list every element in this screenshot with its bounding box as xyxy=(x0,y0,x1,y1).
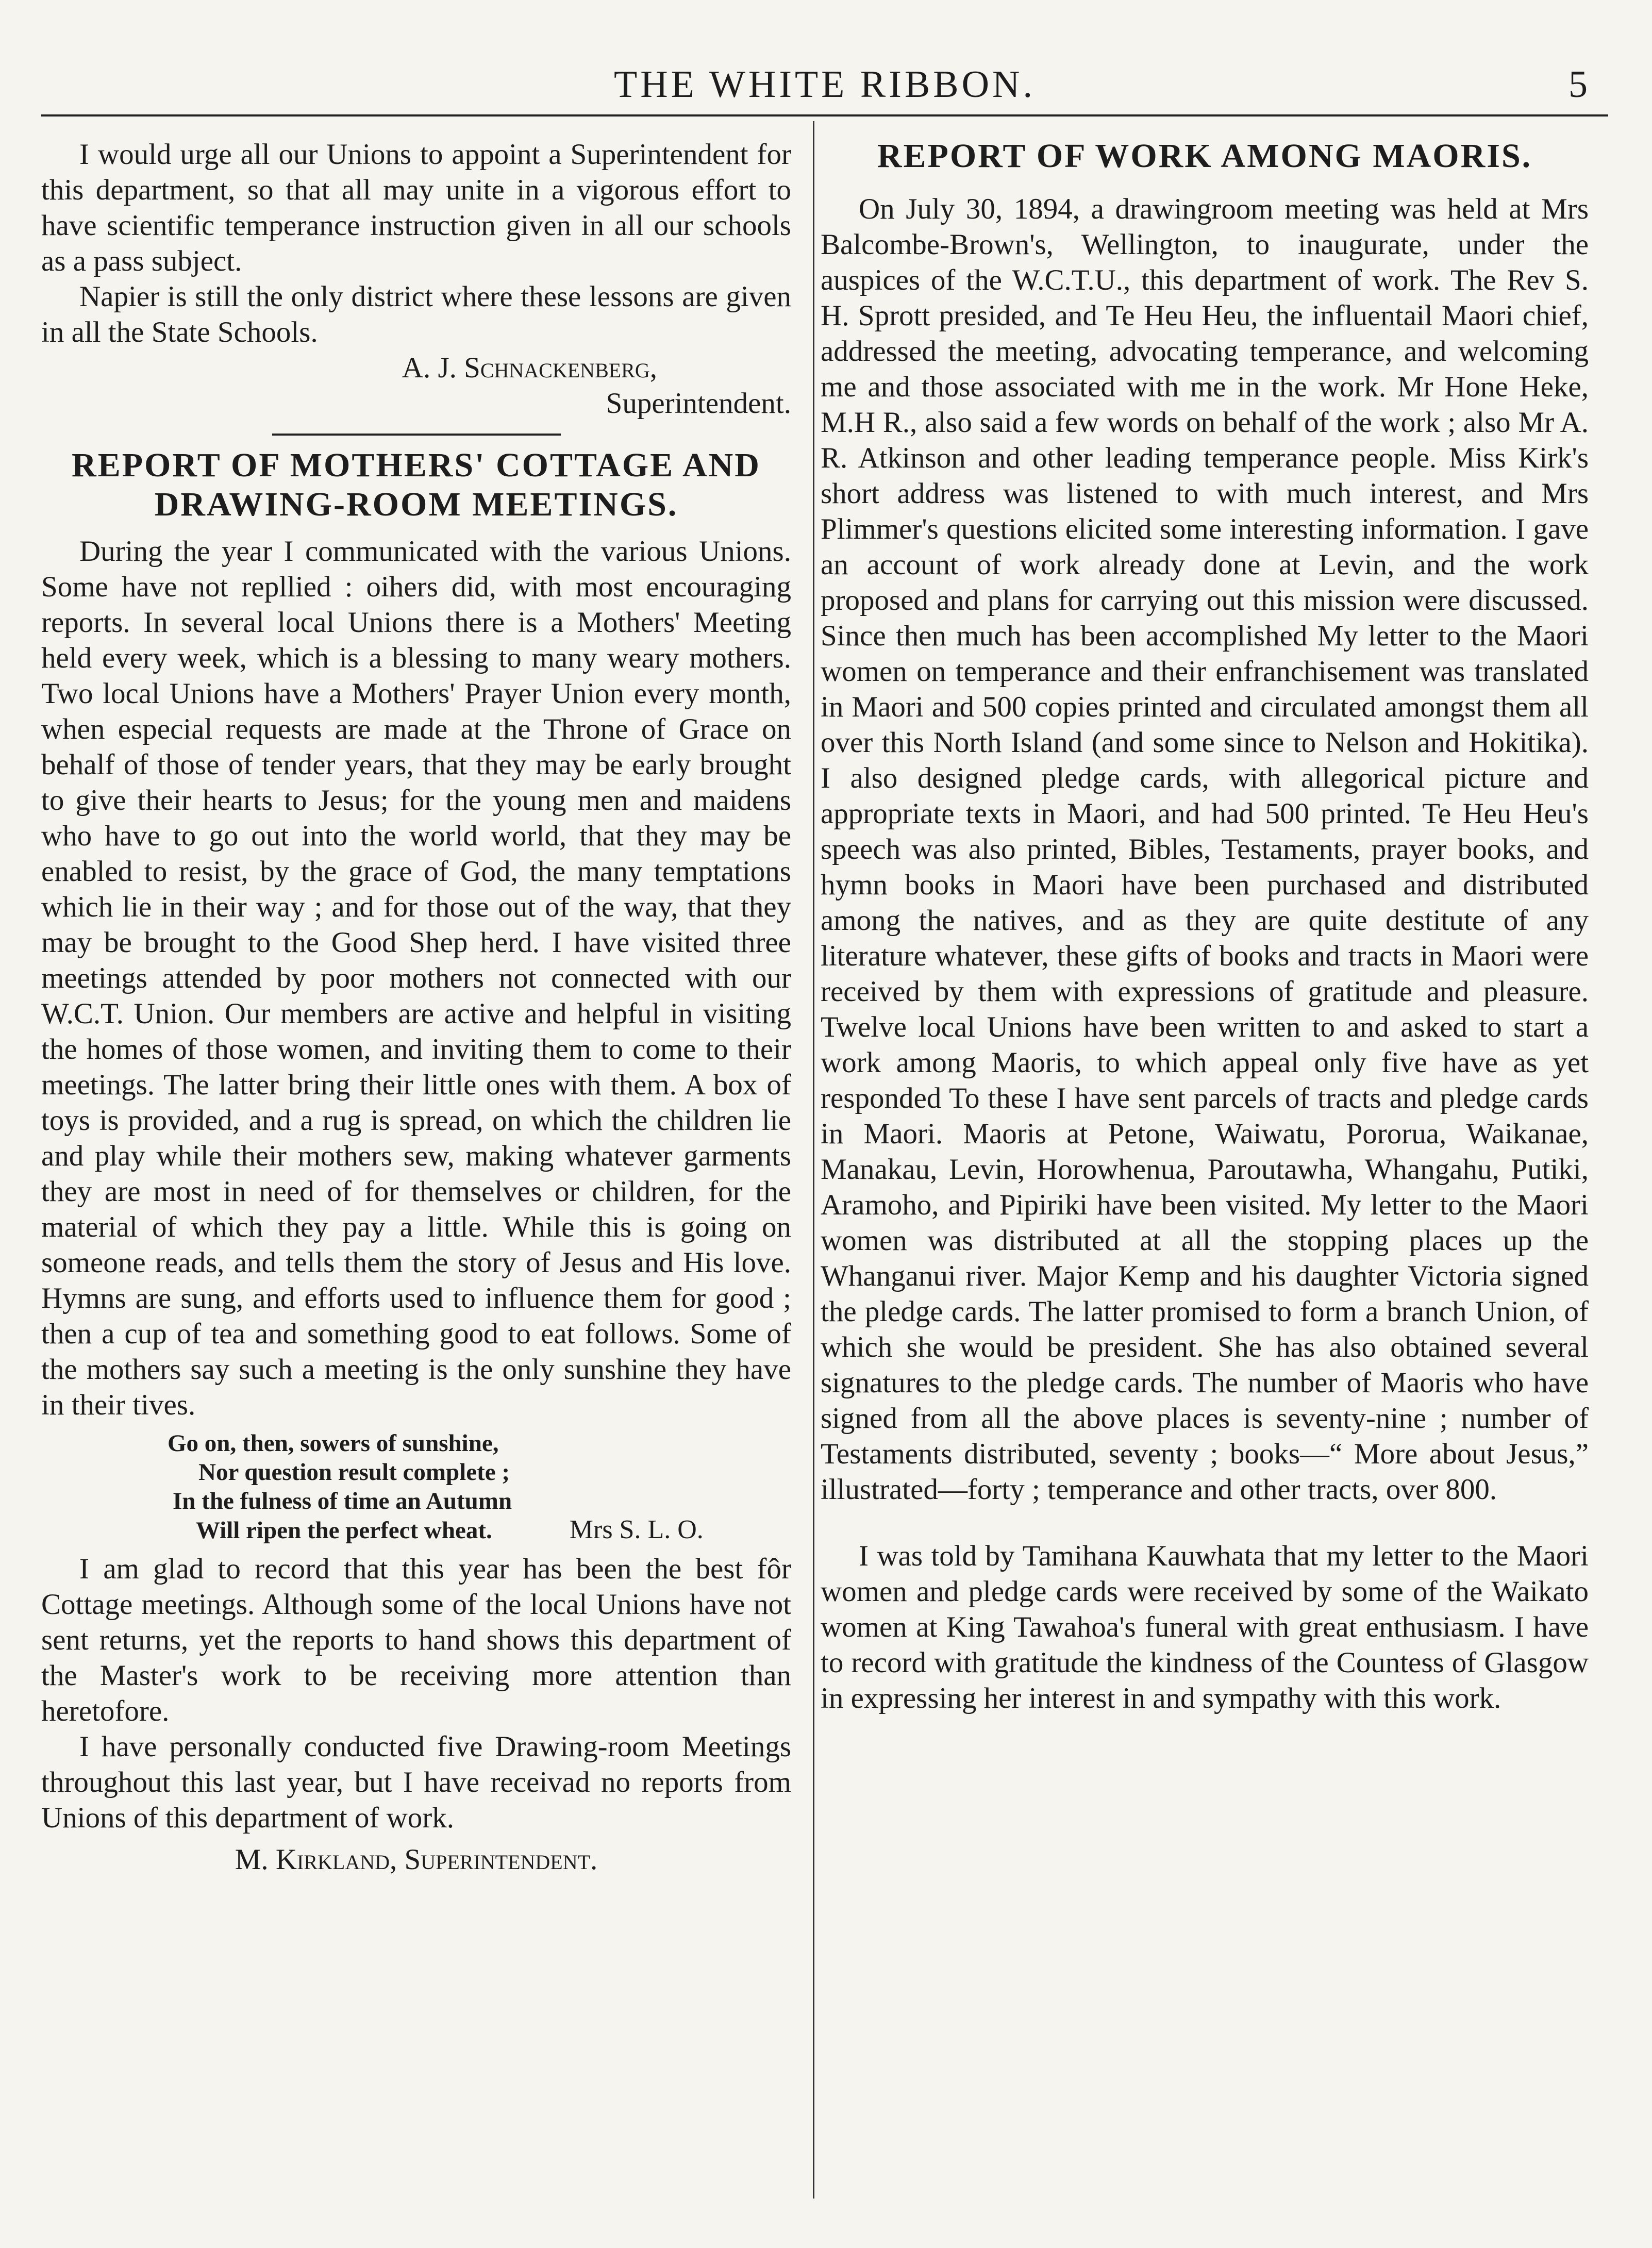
closing-paragraph: I have personally conducted five Drawing-room Meetings throughout this last year, but I have receivad no reports from Unions of this department of work. xyxy=(41,1730,791,1834)
page-number: 5 xyxy=(1568,63,1588,106)
left-column xyxy=(41,137,791,1876)
publication-title: THE WHITE RIBBON. xyxy=(614,63,1036,106)
report-paragraph: During the year I communicated with the various Unions. Some have not repllied : oihers did, with most encouraging reports. In several local Unions there is a Mothers' Meeting held every week, which is a blessing to many weary mothers. Two local Unions have a Mothers' Prayer Union every month, when especial requests are made at the Throne of Grace on behalf of those of tender years, that they may be early brought to give their hearts to Jesus; for the young men and maidens who have to go out into the world world, that they may be enabled to resist, by the grace of God, the many temptations which lie in their way ; and for those out of the way, that they may be brought to the Good Shep herd. I have visited three meetings attended by poor mothers not connected with our W.C.T. Union. Our members are active and helpful in visiting the homes of those women, and inviting them to come to their meetings. The latter bring their little ones with them. A box of toys is provided, and a rug is spread, on which the children lie and play while their mothers sew, making whatever garments they are most in need of for themselves or children, for the material of which they pay a little. While this is going on someone reads, and tells them the story of Jesus and His love. Hymns are sung, and efforts used to influence them for good ; then a cup of tea and something good to eat follows. Some of the mothers say such a meeting is the only sunshine they have in their tives. xyxy=(41,535,791,1421)
column-divider xyxy=(813,121,814,2199)
maori-report-paragraph: On July 30, 1894, a drawingroom meeting was held at Mrs Balcombe-Brown's, Wellington, to inaugurate, under the auspices of the W.C.T.U., this department of work. The Rev S. H. Sprott presided, and Te Heu Heu, the influentail Maori chief, addressed the meeting, advocating temperance, and welcoming me and those associated with me in the work. Mr Hone Heke, M.H R., also said a few words on behalf of the work ; also Mr A. R. Atkinson and other leading temperance people. Miss Kirk's short address was listened to with much interest, and Mrs Plimmer's questions elicited some interesting information. I gave an account of work already done at Levin, and the work proposed and plans for carrying out this mission were discussed. Since then much has been accomplished My letter to the Maori women on temperance and their enfranchisement was translated in Maori and 500 copies printed and circulated amongst them all over this North Island (and some since to Nelson and Hokitika). I also designed pledge cards, with allegorical picture and appropriate texts in Maori, and had 500 printed. Te Heu Heu's speech was also printed, Bibles, Testaments, prayer books, and hymn books in Maori have been purchased and distributed among the natives, and as they are quite destitute of any literature whatever, these gifts of books and tracts in Maori were received by them with expressions of gratitude and pleasure. Twelve local Unions have been written to and asked to start a work among Maoris, to which appeal only five have as yet responded To these I have sent parcels of tracts and pledge cards in Maori. Maoris at Petone, Waiwatu, Pororua, Waikanae, Manakau, Levin, Horowhenua, Paroutawha, Whangahu, Putiki, Aramoho, and Pipiriki have been visited. My letter to the Maori women was distributed at all the stopping places up the Whanganui river. Major Kemp and his daughter Victoria signed the pledge cards. The latter promised to form a branch Union, of which she would be president. She has also obtained several signatures to the pledge cards. The number of Maoris who have signed from all the above places is seventy-nine ; number of Testaments distributed, seventy ; books—“ More about Jesus,” illustrated—forty ; temperance and other tracts, over 800. xyxy=(821,193,1589,1506)
poem-author: Mrs S. L. O. xyxy=(569,1515,704,1544)
poem-line: Go on, then, sowers of sunshine, xyxy=(168,1430,499,1457)
poem-line: Will ripen the perfect wheat. xyxy=(196,1517,492,1544)
page-header xyxy=(41,56,1608,112)
poem-line-last xyxy=(41,1516,791,1545)
section-heading-mothers-meetings: REPORT OF MOTHERS' COTTAGE AND DRAWING-ROOM MEETINGS. xyxy=(72,446,761,523)
intro-paragraph: I would urge all our Unions to appoint a Superintendent for this department, so that all may unite in a vigorous effort to have scientific temperance instruction given in all our schools as a pass subject. xyxy=(41,138,791,277)
poem xyxy=(41,1429,791,1545)
intro-paragraph: Napier is still the only district where these lessons are given in all the State Schools. xyxy=(41,280,791,348)
closing-signature: M. Kirkland, Superintendent. xyxy=(235,1843,598,1876)
section-rule xyxy=(272,434,561,436)
closing-paragraph: I am glad to record that this year has been the best fôr Cottage meetings. Although some of the local Unions have not sent returns, yet the reports to hand shows this department of the Master's work to be receiving more attention than heretofore. xyxy=(41,1553,791,1727)
poem-line: In the fulness of time an Autumn xyxy=(173,1488,512,1514)
right-column xyxy=(821,137,1589,1716)
signature-title: Superintendent. xyxy=(606,387,791,420)
poem-line: Nor question result complete ; xyxy=(198,1459,510,1486)
signature-name: A. J. Schnackenberg, xyxy=(402,352,657,384)
maori-report-paragraph: I was told by Tamihana Kauwhata that my letter to the Maori women and pledge cards were received by some of the Waikato women at King Tawahoa's funeral with great enthusiasm. I have to record with gratitude the kindness of the Countess of Glasgow in expressing her interest in and sympathy with this work. xyxy=(821,1540,1589,1714)
header-rule xyxy=(41,114,1608,116)
section-heading-maori-work: REPORT OF WORK AMONG MAORIS. xyxy=(877,137,1532,175)
